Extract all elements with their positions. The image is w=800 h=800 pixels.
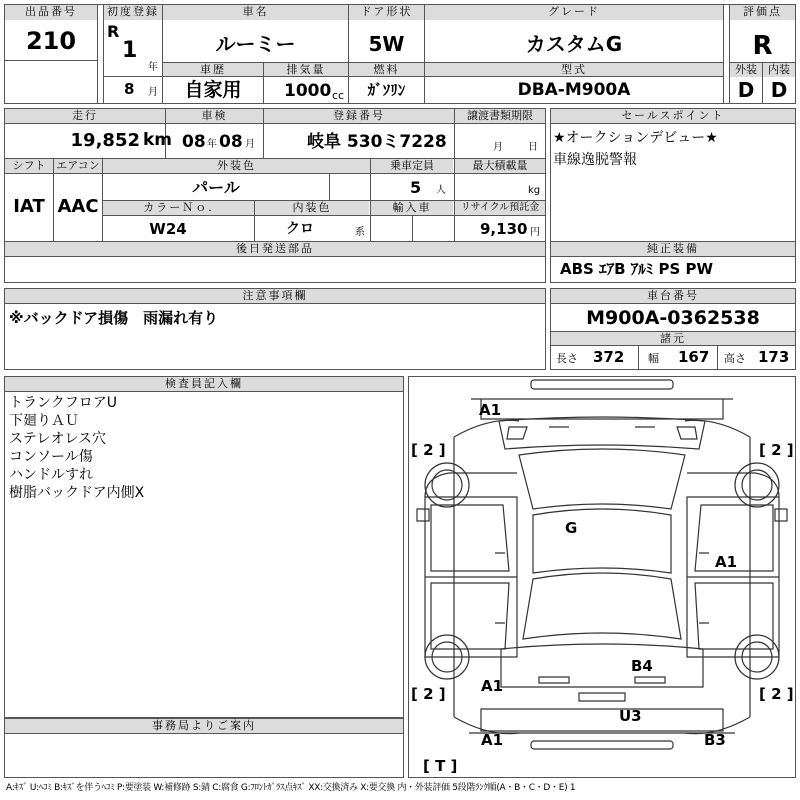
first-reg-year-unit: 年 <box>148 62 158 73</box>
door-label: ドア形状 <box>349 5 424 20</box>
mark-rear-right: B4 <box>631 657 653 675</box>
int-color-label: 内装色 <box>255 201 369 215</box>
shift-value: IAT <box>13 196 45 217</box>
lot-number: 210 <box>25 27 77 55</box>
dims-length-label: 長さ <box>556 352 578 365</box>
mark-top-left: A1 <box>479 401 502 419</box>
recycle-unit: 円 <box>530 227 540 238</box>
inspection-label: 車検 <box>166 109 263 123</box>
tire-rear-left: [ 2 ] <box>411 685 446 703</box>
sales-points-box <box>550 108 796 242</box>
inspector-label: 検査員記入欄 <box>5 377 403 391</box>
sales-points-label: セールスポイント <box>551 109 795 123</box>
equipment-value: ABS ｴｱB ｱﾙﾐ PS PW <box>560 260 714 278</box>
notes-value: ※バックドア損傷 雨漏れ有り <box>9 309 219 327</box>
transfer-label: 譲渡書類期限 <box>455 109 545 123</box>
capacity-unit: 人 <box>436 185 446 196</box>
first-reg-label: 初度登録 <box>104 5 162 20</box>
mileage-unit: km <box>143 130 173 150</box>
score-int-value: D <box>770 78 788 102</box>
sales-point-line-1: ★オークションデビュー★ <box>553 130 718 146</box>
dims-label: 諸元 <box>551 332 795 345</box>
aircon-label: エアコン <box>54 159 102 173</box>
first-reg-month-unit: 月 <box>148 87 158 98</box>
chassis-number: M900A-0362538 <box>586 307 760 329</box>
score-label: 評価点 <box>730 5 795 20</box>
transfer-month-unit: 月 <box>493 142 503 153</box>
import-label: 輸入車 <box>371 201 453 215</box>
inspection-month-unit: 月 <box>245 139 255 150</box>
mark-rear-bumper: U3 <box>619 707 642 725</box>
capacity-label: 乗車定員 <box>371 159 453 173</box>
ext-color-value: パール <box>192 178 240 197</box>
score-ext-label: 外装 <box>730 63 762 77</box>
max-load-label: 最大積載量 <box>455 159 545 173</box>
grade-label: グレード <box>425 5 723 20</box>
recycle-label: リサイクル預託金 <box>455 201 545 215</box>
color-no-label: カラーＮｏ. <box>103 201 254 215</box>
chassis-label: 車台番号 <box>551 289 795 303</box>
car-name: ルーミー <box>215 32 296 56</box>
inspector-line-5: ハンドルすれ <box>9 467 93 483</box>
ext-color-label: 外装色 <box>103 159 370 173</box>
mark-bottom-right: B3 <box>704 731 726 749</box>
first-reg-era: R <box>107 22 120 41</box>
tire-front-left: [ 2 ] <box>411 441 446 459</box>
shift-label: シフト <box>5 159 53 173</box>
first-reg-month: 8 <box>124 80 135 98</box>
max-load-unit: kg <box>528 185 541 196</box>
fuel-value: ｶﾞｿﾘﾝ <box>367 81 406 99</box>
model-code: DBA-M900A <box>517 80 631 100</box>
score-value: R <box>752 31 773 61</box>
model-code-label: 型式 <box>425 63 723 76</box>
capacity-value: 5 <box>410 178 422 197</box>
sales-point-line-2: 車線逸脱警報 <box>553 152 637 168</box>
plate-value: 岐阜 530ミ7228 <box>307 132 447 152</box>
displacement-label: 排気量 <box>264 63 348 76</box>
displacement-unit: cc <box>332 89 345 102</box>
mark-bottom-left: A1 <box>481 731 504 749</box>
dims-height: 173 <box>758 348 790 366</box>
equipment-label: 純正装備 <box>551 242 795 256</box>
color-no-value: W24 <box>149 220 187 238</box>
inspector-line-2: 下廻りＡＵ <box>9 413 79 429</box>
later-parts-label: 後日発送部品 <box>5 242 545 256</box>
inspector-line-4: コンソール傷 <box>9 449 93 465</box>
inspector-line-1: トランクフロアU <box>9 395 117 411</box>
tire-rear-right: [ 2 ] <box>759 685 794 703</box>
mark-center: G <box>565 519 578 537</box>
office-label: 事務局よりご案内 <box>5 719 403 733</box>
plate-label: 登録番号 <box>264 109 454 123</box>
fuel-label: 燃料 <box>349 63 424 76</box>
car-name-label: 車名 <box>163 5 348 20</box>
dims-height-label: 高さ <box>724 352 746 365</box>
mileage-label: 走行 <box>5 109 165 123</box>
tire-front-right: [ 2 ] <box>759 441 794 459</box>
score-ext-value: D <box>737 78 755 102</box>
lot-label: 出品番号 <box>5 5 97 20</box>
first-reg-year: 1 <box>122 38 138 63</box>
dims-length: 372 <box>593 348 625 366</box>
inspector-line-6: 樹脂バックドア内側X <box>9 485 145 501</box>
inspection-year: 08 <box>182 132 206 152</box>
dims-width: 167 <box>678 348 710 366</box>
aircon-value: AAC <box>57 196 99 217</box>
mark-right-door: A1 <box>715 553 738 571</box>
car-diagram-svg <box>409 377 795 777</box>
int-color-value: クロ <box>286 221 314 237</box>
history-label: 車歴 <box>163 63 263 76</box>
grade: カスタムG <box>525 32 623 56</box>
dims-width-label: 幅 <box>648 352 659 365</box>
notes-label: 注意事項欄 <box>5 289 545 303</box>
legend: A:ｷｽﾞ U:ﾍｺﾐ B:ｷｽﾞを伴うﾍｺﾐ P:要塗装 W:補修跡 S:錆 C:腐食 G:ﾌﾛﾝﾄｶﾞﾗｽ点ｷｽﾞ XX:交換済み X:要交換 内・外装評価 5段階ﾗﾝｸ順(A・B・C・D・E) 1 <box>6 783 576 793</box>
mileage-value: 19,852 <box>70 130 140 151</box>
door-type: 5W <box>368 32 405 56</box>
inspector-line-3: ステレオレス穴 <box>9 431 107 447</box>
int-color-unit: 系 <box>355 227 365 238</box>
car-diagram <box>408 376 796 778</box>
inspection-year-unit: 年 <box>207 139 217 150</box>
spare-tire: [ T ] <box>423 757 458 775</box>
inspection-month: 08 <box>219 132 243 152</box>
recycle-value: 9,130 <box>480 220 528 238</box>
score-int-label: 内装 <box>763 63 795 77</box>
transfer-day-unit: 日 <box>528 142 538 153</box>
displacement-value: 1000 <box>284 81 332 101</box>
history-value: 自家用 <box>184 79 242 101</box>
mark-rear-left: A1 <box>481 677 504 695</box>
